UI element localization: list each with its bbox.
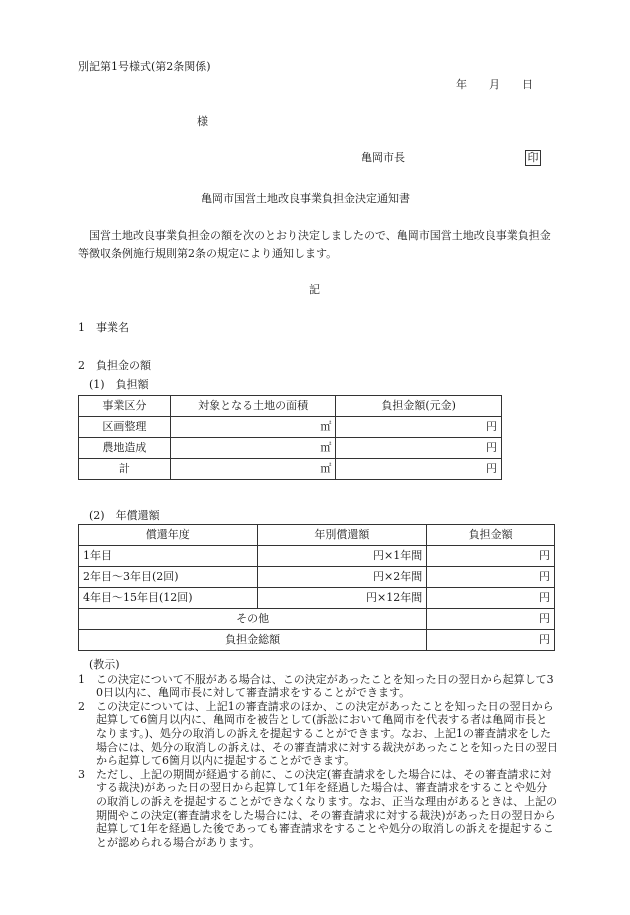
table-row-other — [79, 609, 555, 630]
table-header-row — [79, 525, 555, 546]
note-number: 1 — [78, 672, 85, 686]
section-burden-amount: 2 負担金の額 — [78, 359, 151, 372]
note-item — [78, 768, 558, 850]
ki-heading: 記 — [309, 283, 320, 296]
note-item — [78, 673, 558, 700]
other-label: その他 — [79, 609, 427, 630]
amount-unit: 円 — [336, 438, 502, 459]
repayment-table — [78, 524, 555, 651]
header-cell: 負担金額 — [427, 525, 555, 546]
addressee-sama: 様 — [197, 115, 208, 128]
table-row — [79, 546, 555, 567]
table-row — [79, 417, 502, 438]
table-row — [79, 438, 502, 459]
note-number: 2 — [78, 699, 85, 713]
table-row — [79, 588, 555, 609]
amount-unit: 円 — [336, 417, 502, 438]
annual-amount: 円×12年間 — [257, 588, 427, 609]
row-label: 1年目 — [79, 546, 258, 567]
subsection-burden: (1) 負担額 — [89, 378, 149, 391]
note-text: この決定について不服がある場合は、この決定があったことを知った日の翌日から起算して30日以内に、亀岡市長に対して審査請求をすることができます。 — [96, 672, 554, 700]
other-amount: 円 — [427, 609, 555, 630]
section-project-name: 1 事業名 — [78, 321, 129, 334]
row-label: 計 — [79, 459, 171, 480]
row-label: 区画整理 — [79, 417, 171, 438]
row-label: 農地造成 — [79, 438, 171, 459]
note-item — [78, 700, 558, 768]
area-unit: ㎡ — [170, 417, 336, 438]
header-cell: 対象となる土地の面積 — [170, 396, 336, 417]
body-paragraph: 国営土地改良事業負担金の額を次のとおり決定しましたので、亀岡市国営土地改良事業負担金等徴収条例施行規則第2条の規定により通知します。 — [78, 229, 551, 260]
table-row — [79, 459, 502, 480]
area-unit: ㎡ — [170, 459, 336, 480]
note-text: この決定については、上記1の審査請求のほか、この決定があったことを知った日の翌日から起算して6箇月以内に、亀岡市を被告として(訴訟において亀岡市を代表する者は亀岡市長となります。)、処分の取消しの訴えを提起することができます。なお、上記1の審査請求をした場合には、処分の取消しの訴えは、その審査請求に対する裁決があったことを知った日の翌日から起算して6箇月以内に提起することができます。 — [96, 699, 558, 768]
seal-mark: 印 — [525, 150, 541, 166]
sender-name: 亀岡市長 — [361, 151, 405, 164]
annual-amount: 円×1年間 — [257, 546, 427, 567]
total-amount: 円 — [427, 630, 555, 651]
amount-unit: 円 — [336, 459, 502, 480]
table-header-row — [79, 396, 502, 417]
form-number: 別記第1号様式(第2条関係) — [78, 60, 211, 73]
burden-amount: 円 — [427, 588, 555, 609]
row-label: 2年目～3年目(2回) — [79, 567, 258, 588]
area-unit: ㎡ — [170, 438, 336, 459]
burden-amount: 円 — [427, 546, 555, 567]
burden-amount: 円 — [427, 567, 555, 588]
subsection-annual-repayment: (2) 年償還額 — [89, 509, 160, 522]
annual-amount: 円×2年間 — [257, 567, 427, 588]
note-number: 3 — [78, 767, 85, 781]
header-cell: 償還年度 — [79, 525, 258, 546]
header-cell: 負担金額(元金) — [336, 396, 502, 417]
header-cell: 年別償還額 — [257, 525, 427, 546]
note-text: ただし、上記の期間が経過する前に、この決定(審査請求をした場合には、その審査請求に対する裁決)があった日の翌日から起算して1年を経過した場合は、審査請求をすることや処分の取消しの訴えを提起することができなくなります。なお、正当な理由があるときは、上記の期間やこの決定(審査請求をした場合には、その審査請求に対する裁決)があった日の翌日から起算して1年を経過した後であっても審査請求をすることや処分の取消しの訴えを提起することが認められる場合があります。 — [96, 767, 558, 849]
date-line: 年 月 日 — [456, 78, 533, 91]
header-cell: 事業区分 — [79, 396, 171, 417]
burden-table — [78, 395, 502, 480]
total-label: 負担金総額 — [79, 630, 427, 651]
instruction-notes — [78, 658, 558, 849]
table-row — [79, 567, 555, 588]
table-row-total — [79, 630, 555, 651]
row-label: 4年目～15年目(12回) — [79, 588, 258, 609]
notes-heading: (教示) — [89, 658, 120, 671]
document-title: 亀岡市国営土地改良事業負担金決定通知書 — [201, 192, 410, 205]
